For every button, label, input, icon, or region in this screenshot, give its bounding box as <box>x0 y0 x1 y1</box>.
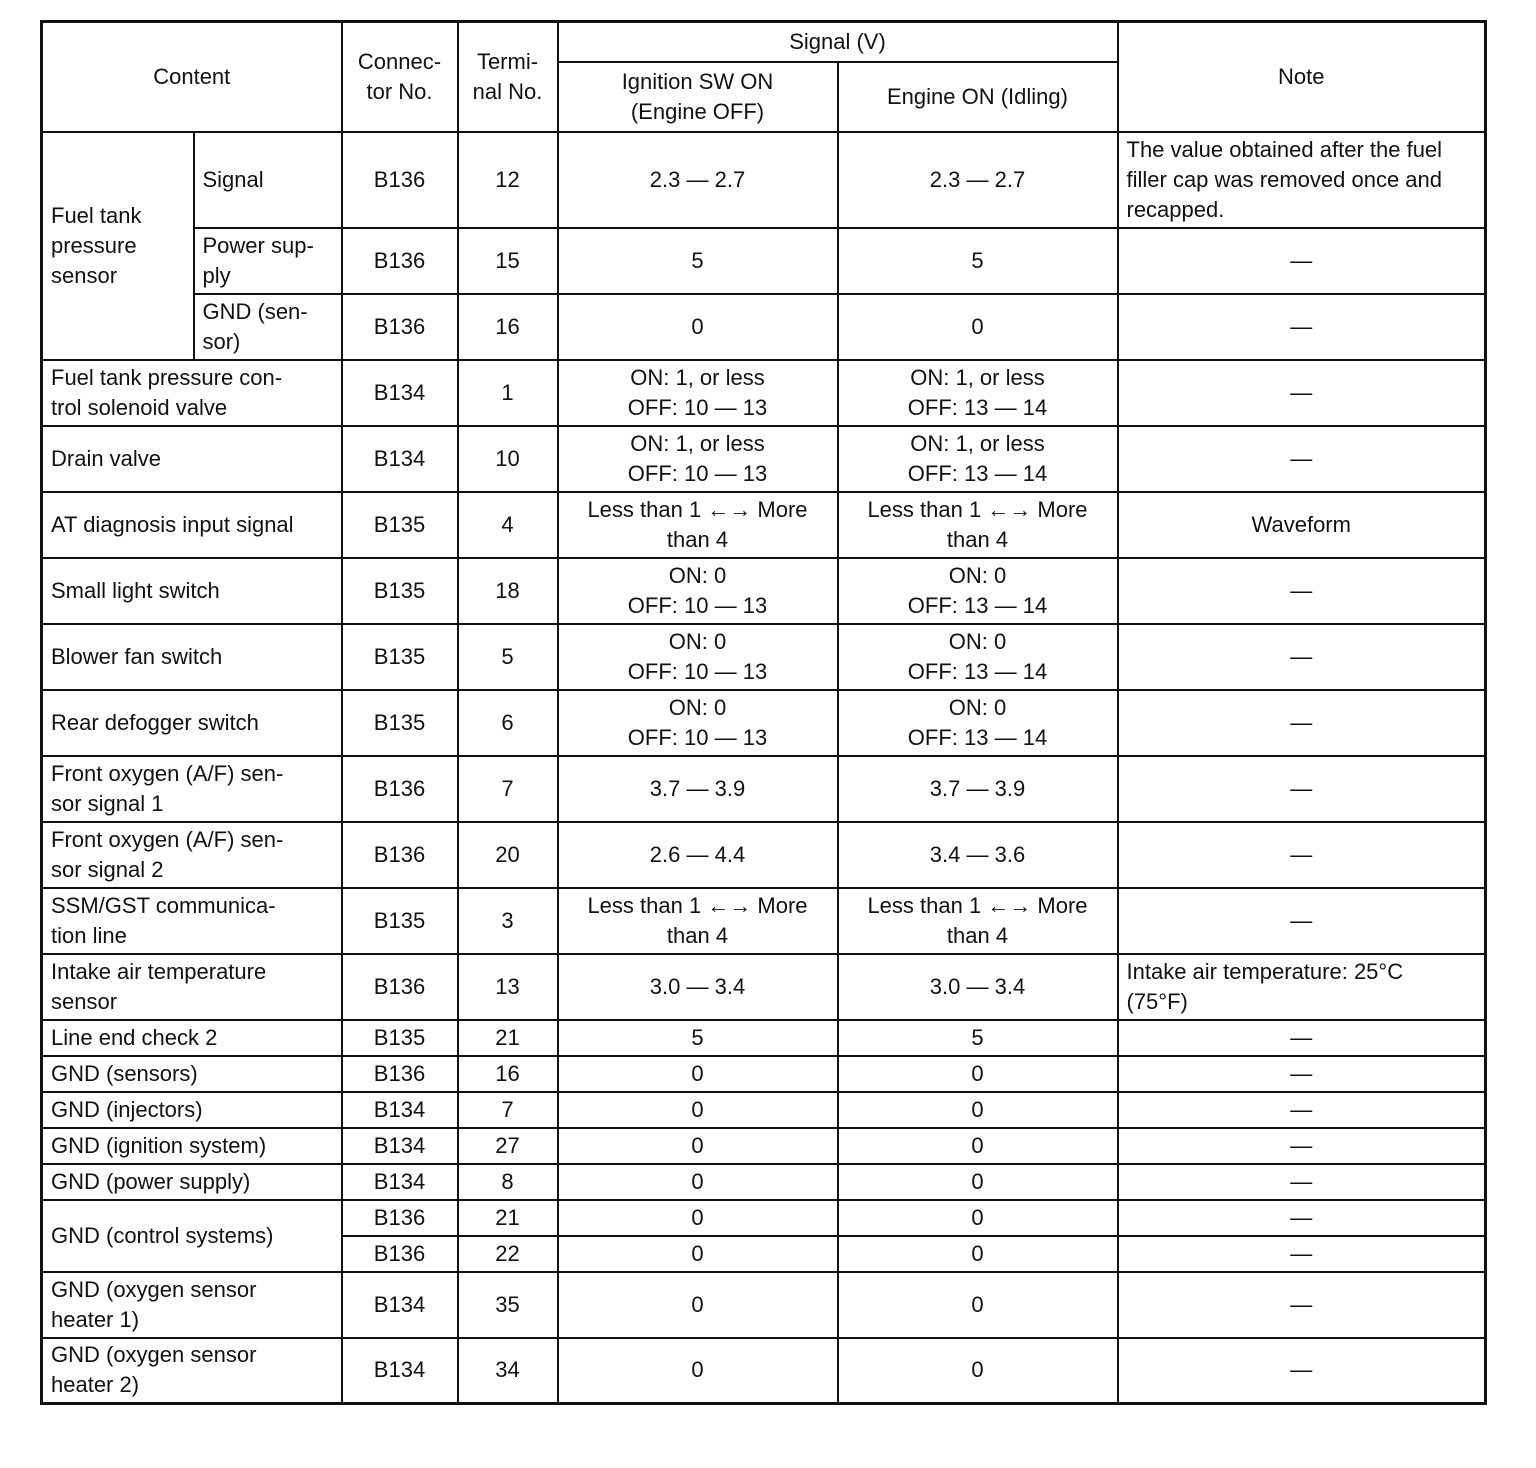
terminal-cell: 12 <box>458 132 558 228</box>
table-row <box>42 1056 1486 1092</box>
note-cell: Waveform <box>1118 492 1486 558</box>
terminal-cell: 7 <box>458 756 558 822</box>
note-cell: — <box>1118 294 1486 360</box>
engine-cell: ON: 0 OFF: 13 — 14 <box>838 624 1118 690</box>
content-cell: Drain valve <box>42 426 342 492</box>
terminal-cell: 21 <box>458 1020 558 1056</box>
content-cell: Small light switch <box>42 558 342 624</box>
connector-cell: B135 <box>342 690 458 756</box>
terminal-cell: 27 <box>458 1128 558 1164</box>
content-cell: Fuel tank pressure con- trol solenoid valve <box>42 360 342 426</box>
engine-cell: 0 <box>838 1200 1118 1236</box>
table-row <box>42 822 1486 888</box>
note-cell: — <box>1118 558 1486 624</box>
header-connector: Connec- tor No. <box>342 22 458 132</box>
note-cell: — <box>1118 1338 1486 1404</box>
content-cell: Blower fan switch <box>42 624 342 690</box>
engine-cell: 5 <box>838 228 1118 294</box>
connector-cell: B136 <box>342 822 458 888</box>
header-signal: Signal (V) <box>558 22 1118 62</box>
connector-cell: B136 <box>342 132 458 228</box>
content-cell: GND (injectors) <box>42 1092 342 1128</box>
engine-cell: 2.3 — 2.7 <box>838 132 1118 228</box>
terminal-cell: 16 <box>458 1056 558 1092</box>
note-cell: — <box>1118 1056 1486 1092</box>
ignition-cell: ON: 1, or less OFF: 10 — 13 <box>558 426 838 492</box>
connector-cell: B136 <box>342 1236 458 1272</box>
engine-cell: ON: 0 OFF: 13 — 14 <box>838 690 1118 756</box>
ignition-cell: 0 <box>558 1236 838 1272</box>
note-cell: Intake air temperature: 25°C (75°F) <box>1118 954 1486 1020</box>
terminal-cell: 3 <box>458 888 558 954</box>
header-content: Content <box>42 22 342 132</box>
engine-cell: 0 <box>838 294 1118 360</box>
terminal-cell: 16 <box>458 294 558 360</box>
engine-cell: Less than 1 ←→ More than 4 <box>838 492 1118 558</box>
note-cell: — <box>1118 426 1486 492</box>
ignition-cell: 5 <box>558 1020 838 1056</box>
connector-cell: B135 <box>342 1020 458 1056</box>
engine-cell: Less than 1 ←→ More than 4 <box>838 888 1118 954</box>
terminal-cell: 4 <box>458 492 558 558</box>
engine-cell: 0 <box>838 1056 1118 1092</box>
terminal-cell: 6 <box>458 690 558 756</box>
connector-cell: B136 <box>342 228 458 294</box>
content-cell: AT diagnosis input signal <box>42 492 342 558</box>
terminal-cell: 35 <box>458 1272 558 1338</box>
terminal-cell: 20 <box>458 822 558 888</box>
terminal-cell: 22 <box>458 1236 558 1272</box>
table-row <box>42 624 1486 690</box>
note-cell: — <box>1118 756 1486 822</box>
ignition-cell: ON: 0 OFF: 10 — 13 <box>558 690 838 756</box>
content-cell: SSM/GST communica- tion line <box>42 888 342 954</box>
connector-cell: B134 <box>342 1128 458 1164</box>
note-cell: — <box>1118 888 1486 954</box>
ignition-cell: Less than 1 ←→ More than 4 <box>558 888 838 954</box>
connector-cell: B134 <box>342 1092 458 1128</box>
connector-cell: B136 <box>342 954 458 1020</box>
ignition-cell: 3.0 — 3.4 <box>558 954 838 1020</box>
content-cell: Front oxygen (A/F) sen- sor signal 1 <box>42 756 342 822</box>
note-cell: — <box>1118 1092 1486 1128</box>
ignition-cell: 0 <box>558 1092 838 1128</box>
engine-cell: 0 <box>838 1128 1118 1164</box>
ignition-cell: 0 <box>558 1128 838 1164</box>
terminal-cell: 5 <box>458 624 558 690</box>
group-label: Fuel tank pressure sensor <box>42 132 194 360</box>
note-cell: — <box>1118 1236 1486 1272</box>
ignition-cell: 0 <box>558 1164 838 1200</box>
connector-cell: B135 <box>342 888 458 954</box>
content-cell: Rear defogger switch <box>42 690 342 756</box>
ignition-cell: Less than 1 ←→ More than 4 <box>558 492 838 558</box>
content-cell: Line end check 2 <box>42 1020 342 1056</box>
connector-cell: B134 <box>342 1338 458 1404</box>
connector-cell: B135 <box>342 624 458 690</box>
connector-cell: B136 <box>342 1056 458 1092</box>
table-row <box>42 132 1486 228</box>
engine-cell: 0 <box>838 1092 1118 1128</box>
header-note: Note <box>1118 22 1486 132</box>
terminal-cell: 10 <box>458 426 558 492</box>
header-terminal: Termi- nal No. <box>458 22 558 132</box>
connector-cell: B134 <box>342 1164 458 1200</box>
table-row <box>42 1164 1486 1200</box>
table-row <box>42 1272 1486 1338</box>
connector-cell: B134 <box>342 360 458 426</box>
content-cell: GND (power supply) <box>42 1164 342 1200</box>
terminal-cell: 15 <box>458 228 558 294</box>
terminal-cell: 7 <box>458 1092 558 1128</box>
table-row <box>42 492 1486 558</box>
table-row <box>42 1200 1486 1236</box>
table-row <box>42 228 1486 294</box>
note-cell: — <box>1118 360 1486 426</box>
ignition-cell: ON: 1, or less OFF: 10 — 13 <box>558 360 838 426</box>
ignition-cell: 0 <box>558 1272 838 1338</box>
terminal-cell: 8 <box>458 1164 558 1200</box>
engine-cell: 0 <box>838 1164 1118 1200</box>
connector-cell: B134 <box>342 1272 458 1338</box>
note-cell: — <box>1118 1200 1486 1236</box>
table-row <box>42 1338 1486 1404</box>
ignition-cell: 0 <box>558 1338 838 1404</box>
note-cell: — <box>1118 228 1486 294</box>
note-cell: — <box>1118 1128 1486 1164</box>
signal-table <box>40 20 1487 1405</box>
sub-label: GND (sen- sor) <box>194 294 342 360</box>
engine-cell: 3.0 — 3.4 <box>838 954 1118 1020</box>
sub-label: Power sup- ply <box>194 228 342 294</box>
note-cell: The value obtained after the fuel filler cap was removed once and recapped. <box>1118 132 1486 228</box>
ignition-cell: 2.3 — 2.7 <box>558 132 838 228</box>
table-row <box>42 360 1486 426</box>
ignition-cell: 2.6 — 4.4 <box>558 822 838 888</box>
table-row <box>42 756 1486 822</box>
terminal-cell: 21 <box>458 1200 558 1236</box>
engine-cell: 0 <box>838 1272 1118 1338</box>
engine-cell: 3.4 — 3.6 <box>838 822 1118 888</box>
note-cell: — <box>1118 1020 1486 1056</box>
table-row <box>42 294 1486 360</box>
content-cell: GND (ignition system) <box>42 1128 342 1164</box>
terminal-cell: 34 <box>458 1338 558 1404</box>
ignition-cell: 0 <box>558 1200 838 1236</box>
table-row <box>42 426 1486 492</box>
content-cell: GND (control systems) <box>42 1200 342 1272</box>
note-cell: — <box>1118 822 1486 888</box>
content-cell: Intake air temperature sensor <box>42 954 342 1020</box>
connector-cell: B134 <box>342 426 458 492</box>
terminal-cell: 1 <box>458 360 558 426</box>
ignition-cell: 0 <box>558 1056 838 1092</box>
engine-cell: 0 <box>838 1236 1118 1272</box>
note-cell: — <box>1118 690 1486 756</box>
engine-cell: 0 <box>838 1338 1118 1404</box>
connector-cell: B136 <box>342 294 458 360</box>
content-cell: GND (sensors) <box>42 1056 342 1092</box>
connector-cell: B136 <box>342 756 458 822</box>
engine-cell: 3.7 — 3.9 <box>838 756 1118 822</box>
ignition-cell: 3.7 — 3.9 <box>558 756 838 822</box>
note-cell: — <box>1118 624 1486 690</box>
table-row <box>42 888 1486 954</box>
table-row <box>42 558 1486 624</box>
header-engine: Engine ON (Idling) <box>838 62 1118 132</box>
engine-cell: ON: 1, or less OFF: 13 — 14 <box>838 360 1118 426</box>
ignition-cell: ON: 0 OFF: 10 — 13 <box>558 624 838 690</box>
table-row <box>42 1128 1486 1164</box>
engine-cell: ON: 1, or less OFF: 13 — 14 <box>838 426 1118 492</box>
note-cell: — <box>1118 1272 1486 1338</box>
ignition-cell: 0 <box>558 294 838 360</box>
connector-cell: B136 <box>342 1200 458 1236</box>
connector-cell: B135 <box>342 558 458 624</box>
table-row <box>42 954 1486 1020</box>
content-cell: GND (oxygen sensor heater 1) <box>42 1272 342 1338</box>
terminal-cell: 18 <box>458 558 558 624</box>
content-cell: Front oxygen (A/F) sen- sor signal 2 <box>42 822 342 888</box>
connector-cell: B135 <box>342 492 458 558</box>
table-row <box>42 690 1486 756</box>
header-ignition: Ignition SW ON (Engine OFF) <box>558 62 838 132</box>
engine-cell: 5 <box>838 1020 1118 1056</box>
ignition-cell: ON: 0 OFF: 10 — 13 <box>558 558 838 624</box>
engine-cell: ON: 0 OFF: 13 — 14 <box>838 558 1118 624</box>
table-row <box>42 1020 1486 1056</box>
sub-label: Signal <box>194 132 342 228</box>
ignition-cell: 5 <box>558 228 838 294</box>
terminal-cell: 13 <box>458 954 558 1020</box>
table-row <box>42 1092 1486 1128</box>
content-cell: GND (oxygen sensor heater 2) <box>42 1338 342 1404</box>
note-cell: — <box>1118 1164 1486 1200</box>
